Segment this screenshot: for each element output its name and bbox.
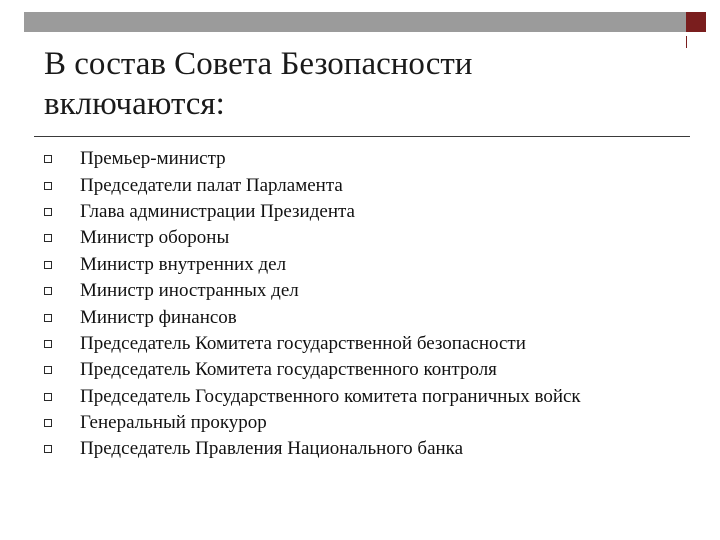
square-bullet-icon	[44, 208, 52, 216]
list-item	[44, 278, 581, 304]
list-item-text: Глава администрации Президента	[80, 200, 355, 222]
square-bullet-icon	[44, 182, 52, 190]
top-decorative-bar	[24, 12, 686, 32]
square-bullet-icon	[44, 314, 52, 322]
list-item	[44, 172, 581, 198]
list-item-text: Председатель Комитета государственной безопасности	[80, 332, 526, 354]
list-item	[44, 252, 581, 278]
list-item-text: Председатель Государственного комитета пограничных войск	[80, 385, 581, 407]
list-item-text: Министр внутренних дел	[80, 253, 287, 275]
list-item	[44, 357, 581, 383]
square-bullet-icon	[44, 419, 52, 427]
accent-tick-line	[686, 36, 687, 48]
list-item	[44, 199, 581, 225]
list-item	[44, 331, 581, 357]
square-bullet-icon	[44, 261, 52, 269]
list-item	[44, 410, 581, 436]
square-bullet-icon	[44, 445, 52, 453]
list-item-text: Генеральный прокурор	[80, 412, 267, 434]
top-accent-square	[686, 12, 706, 32]
list-item	[44, 146, 581, 172]
title-divider	[34, 136, 690, 137]
square-bullet-icon	[44, 234, 52, 242]
list-item	[44, 304, 581, 330]
list-item	[44, 384, 581, 410]
list-item-text: Министр иностранных дел	[80, 280, 299, 302]
square-bullet-icon	[44, 155, 52, 163]
list-item-text: Председатель Комитета государственного контроля	[80, 359, 497, 381]
list-item	[44, 436, 581, 462]
slide-title: В состав Совета Безопасности включаются:	[44, 46, 473, 122]
bullet-list	[44, 146, 581, 463]
list-item-text: Председатели палат Парламента	[80, 174, 343, 196]
list-item-text: Председатель Правления Национального банка	[80, 438, 464, 460]
list-item-text: Министр финансов	[80, 306, 237, 328]
square-bullet-icon	[44, 366, 52, 374]
list-item-text: Премьер-министр	[80, 148, 226, 170]
square-bullet-icon	[44, 287, 52, 295]
square-bullet-icon	[44, 340, 52, 348]
square-bullet-icon	[44, 393, 52, 401]
list-item	[44, 225, 581, 251]
list-item-text: Министр обороны	[80, 227, 230, 249]
